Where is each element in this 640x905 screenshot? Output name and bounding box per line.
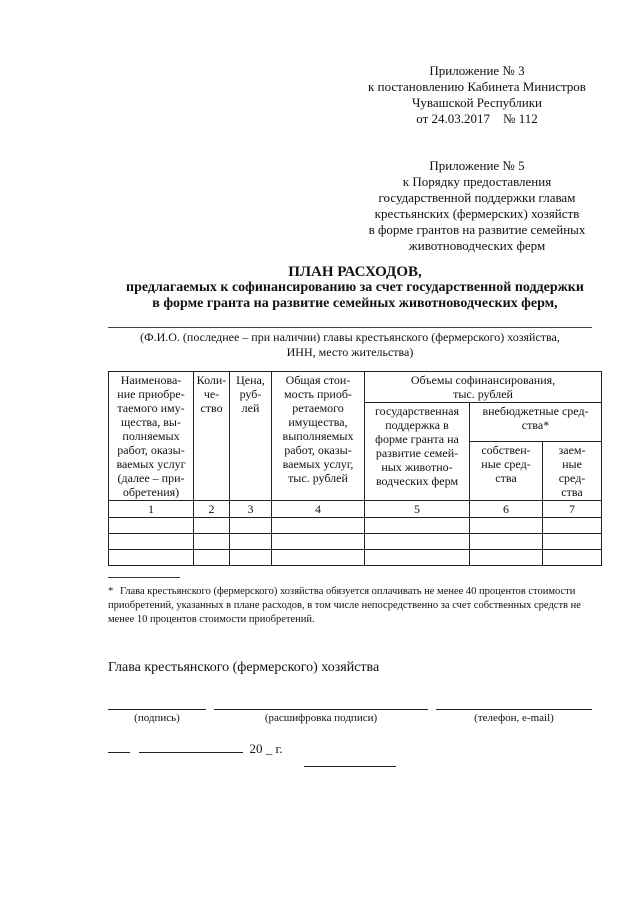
title-main: ПЛАН РАСХОДОВ,	[288, 264, 422, 280]
empty-cell	[272, 518, 365, 534]
empty-cell	[470, 550, 543, 566]
header-state-support: государственная поддержка в форме гранта на развитие семей- ных животно- водческих ферм	[365, 403, 470, 501]
title-line-3: в форме гранта на развитие семейных животноводческих ферм,	[152, 296, 558, 311]
column-numbers-row	[109, 501, 602, 518]
empty-cell	[272, 550, 365, 566]
empty-cell	[109, 534, 194, 550]
fio-caption	[108, 327, 592, 360]
header-extrabudget-group: внебюджетные сред- ства*	[470, 403, 602, 442]
appendix-3-header	[352, 63, 602, 127]
table-row	[109, 534, 602, 550]
column-number: 4	[272, 501, 365, 518]
signature-caption: (подпись)	[134, 712, 180, 724]
empty-cell	[230, 550, 272, 566]
appendix-3-decree: к постановлению Кабинета Министров	[368, 79, 586, 94]
header-quantity: Коли- че- ство	[194, 372, 230, 501]
fio-caption-line-2: ИНН, место жительства)	[286, 345, 414, 359]
footnote	[108, 585, 603, 627]
empty-cell	[109, 518, 194, 534]
title-line-2: предлагаемых к софинансированию за счет государственной поддержки	[126, 280, 584, 295]
date-line	[108, 740, 283, 757]
empty-cell	[272, 534, 365, 550]
header-price: Цена, руб- лей	[230, 372, 272, 501]
empty-cell	[365, 534, 470, 550]
appendix-5-header	[352, 158, 602, 254]
day-field[interactable]	[108, 740, 130, 753]
table-row	[109, 550, 602, 566]
column-number: 5	[365, 501, 470, 518]
empty-cell	[194, 518, 230, 534]
header-own-funds: собствен- ные сред- ства	[470, 442, 543, 501]
table-row	[109, 518, 602, 534]
column-number: 7	[543, 501, 602, 518]
empty-cell	[365, 550, 470, 566]
phone-caption: (телефон, e-mail)	[474, 712, 554, 724]
empty-cell	[109, 550, 194, 566]
fio-caption-line-1: (Ф.И.О. (последнее – при наличии) главы крестьянского (фермерского) хозяйства,	[140, 330, 560, 344]
footnote-marker: *	[108, 586, 114, 597]
signature-decoding-field[interactable]	[214, 709, 428, 724]
empty-cell	[230, 518, 272, 534]
empty-cell	[194, 534, 230, 550]
appendix-5-line-3: государственной поддержки главам	[378, 190, 576, 205]
appendix-5-line-6: животноводческих ферм	[408, 238, 546, 253]
appendix-5-line-5: в форме грантов на развитие семейных	[368, 222, 586, 237]
phone-email-field[interactable]	[436, 709, 592, 724]
column-number: 6	[470, 501, 543, 518]
empty-cell	[543, 518, 602, 534]
appendix-3-number: Приложение № 3	[429, 63, 525, 78]
empty-cell	[470, 534, 543, 550]
month-field[interactable]	[139, 740, 243, 753]
end-separator	[304, 766, 396, 767]
footnote-text: Глава крестьянского (фермерского) хозяйства обязуется оплачивать не менее 40 процентов стоимости приобретений, указанных в плане расходов, в том числе непосредственно за счет собственных средств не менее 10 процентов стоимости приобретений.	[108, 586, 581, 625]
column-number: 2	[194, 501, 230, 518]
expense-plan-table	[108, 371, 602, 566]
year-text: 20 _ г.	[249, 741, 283, 756]
empty-cell	[543, 534, 602, 550]
document-title	[60, 264, 640, 312]
head-label: Глава крестьянского (фермерского) хозяйства	[108, 660, 380, 675]
header-name: Наименова- ние приобре- таемого иму- щества, вы- полняемых работ, оказы- ваемых услуг (далее – при- обретения)	[109, 372, 194, 501]
appendix-3-republic: Чувашской Республики	[411, 95, 543, 110]
column-number: 3	[230, 501, 272, 518]
empty-cell	[543, 550, 602, 566]
signature-field[interactable]	[108, 709, 206, 724]
footnote-separator	[108, 577, 180, 578]
empty-cell	[470, 518, 543, 534]
header-borrowed-funds: заем- ные сред- ства	[543, 442, 602, 501]
appendix-5-number: Приложение № 5	[429, 158, 525, 173]
decoding-caption: (расшифровка подписи)	[264, 712, 378, 724]
header-cofinancing-group: Объемы софинансирования, тыс. рублей	[365, 372, 602, 403]
empty-cell	[365, 518, 470, 534]
header-total-cost: Общая стои- мость приоб- ретаемого имущества, выполняемых работ, оказы- ваемых услуг, тыс. рублей	[272, 372, 365, 501]
appendix-3-date: от 24.03.2017 № 112	[416, 111, 538, 126]
appendix-5-line-4: крестьянских (фермерских) хозяйств	[374, 206, 580, 221]
appendix-5-line-2: к Порядку предоставления	[402, 174, 552, 189]
column-number: 1	[109, 501, 194, 518]
empty-cell	[194, 550, 230, 566]
empty-cell	[230, 534, 272, 550]
